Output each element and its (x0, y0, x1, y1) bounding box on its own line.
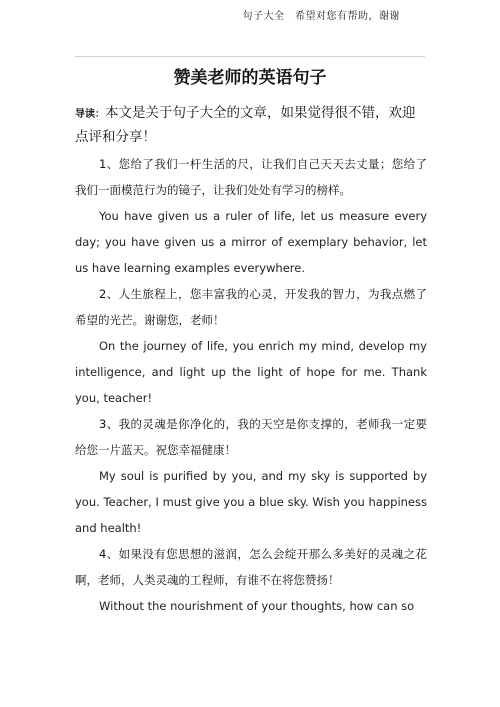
document-title: 赞美老师的英语句子 (173, 68, 327, 88)
document-body (75, 102, 427, 619)
sentence-en-4: Without the nourishment of your thoughts, how can so (99, 599, 415, 613)
intro-paragraph (75, 102, 427, 148)
sentence-cn-2: 2、人生旅程上，您丰富我的心灵，开发我的智力，为我点燃了希望的光芒。谢谢您，老师！ (75, 287, 427, 327)
intro-lead: 导读： (75, 109, 105, 120)
sentence-en-1: You have given us a ruler of life, let us measure every day; you have given us a mirror of exemplary behavior, let us have learning examples everywhere. (75, 209, 427, 275)
sentence-cn-1: 1、您给了我们一杆生活的尺，让我们自己天天去丈量；您给了我们一面模范行为的镜子，让我们处处有学习的榜样。 (75, 157, 427, 197)
intro-text: 本文是关于句子大全的文章，如果觉得很不错，欢迎点评和分享！ (75, 105, 416, 145)
page-header: 句子大全 希望对您有帮助，谢谢 (242, 11, 400, 22)
sentence-cn-4: 4、如果没有您思想的滋润，怎么会绽开那么多美好的灵魂之花啊，老师，人类灵魂的工程师，有谁不在将您赞扬！ (75, 547, 427, 587)
header-divider (75, 56, 425, 57)
sentence-en-3: My soul is purified by you, and my sky is supported by you. Teacher, I must give you a blue sky. Wish you happiness and health! (75, 469, 427, 535)
sentence-cn-3: 3、我的灵魂是你净化的，我的天空是你支撑的，老师我一定要给您一片蓝天。祝您幸福健康！ (75, 417, 427, 457)
sentence-en-2: On the journey of life, you enrich my mind, develop my intelligence, and light up the light of hope for me. Thank you, teacher! (75, 339, 427, 405)
